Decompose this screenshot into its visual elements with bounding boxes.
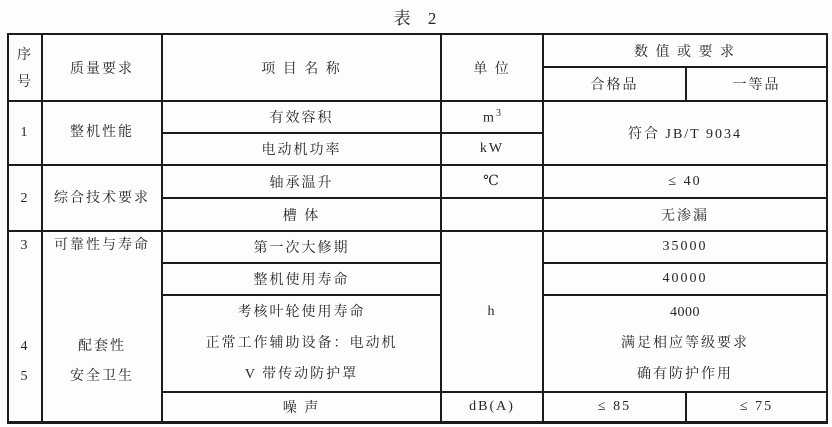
- serial-3-4-5: [8, 231, 42, 422]
- header-value-group: 数 值 或 要 求: [543, 34, 827, 67]
- item-group-impeller-aux-belt: [162, 295, 441, 392]
- item-auxiliary-equipment: 正常工作辅助设备：电动机: [205, 335, 398, 351]
- header-serial-line1: 序: [17, 47, 33, 63]
- unit-m3: $m^3$: [441, 101, 543, 133]
- item-effective-volume: 有效容积: [162, 101, 441, 133]
- item-impeller-life: 考核叶轮使用寿命: [237, 304, 366, 320]
- value-4000: 4000: [670, 304, 700, 320]
- value-protective-effect: 确有防护作用: [637, 366, 733, 382]
- value-35000: 35000: [543, 231, 827, 263]
- unit-empty: [441, 198, 543, 231]
- serial-3: 3: [20, 238, 30, 253]
- unit-kw: kW: [441, 133, 543, 165]
- header-qualified: 合格品: [543, 67, 686, 101]
- unit-dba: dB(A): [441, 392, 543, 422]
- group-overall-performance: 整机性能: [42, 101, 162, 165]
- value-max-85: ≤ 85: [543, 392, 686, 422]
- item-first-overhaul: 第一次大修期: [162, 231, 441, 263]
- value-jbt-9034: 符合 JB/T 9034: [543, 101, 827, 165]
- serial-5: 5: [20, 369, 30, 384]
- unit-celsius: ℃: [441, 165, 543, 198]
- table-row: [8, 231, 827, 263]
- value-max-75: ≤ 75: [686, 392, 827, 422]
- item-motor-power: 电动机功率: [162, 133, 441, 165]
- value-no-leakage: 无渗漏: [543, 198, 827, 231]
- item-vbelt-guard: V 带传动防护罩: [244, 366, 359, 382]
- value-group-impeller-aux-belt: [543, 295, 827, 392]
- header-item: 项 目 名 称: [162, 34, 441, 101]
- table-row: [8, 101, 827, 133]
- item-tank-body: 槽 体: [162, 198, 441, 231]
- unit-hours: h: [441, 231, 543, 392]
- group-compatibility: 配套性: [78, 339, 126, 354]
- item-machine-service-life: 整机使用寿命: [162, 263, 441, 295]
- header-serial: [8, 34, 42, 101]
- value-grade-requirements: 满足相应等级要求: [621, 335, 749, 351]
- value-max-40: ≤ 40: [543, 165, 827, 198]
- table-row: [8, 165, 827, 198]
- value-40000: 40000: [543, 263, 827, 295]
- group-safety-hygiene: 安全卫生: [70, 369, 134, 384]
- item-noise: 噪 声: [162, 392, 441, 422]
- group-reliability-life: 可靠性与寿命: [54, 238, 150, 253]
- header-row-1: [8, 34, 827, 67]
- serial-2: 2: [8, 165, 42, 231]
- table-title: 表 2: [393, 9, 439, 28]
- header-serial-line2: 号: [17, 75, 33, 91]
- header-quality: 质量要求: [42, 34, 162, 101]
- item-bearing-temp-rise: 轴承温升: [162, 165, 441, 198]
- header-unit: 单 位: [441, 34, 543, 101]
- group-reliability-safety: [42, 231, 162, 422]
- header-first-grade: 一等品: [686, 67, 827, 101]
- serial-1: 1: [8, 101, 42, 165]
- spec-table: [7, 33, 828, 424]
- group-technical-requirements: 综合技术要求: [42, 165, 162, 231]
- m3-superscript: 3: [495, 107, 501, 119]
- serial-4: 4: [20, 339, 30, 354]
